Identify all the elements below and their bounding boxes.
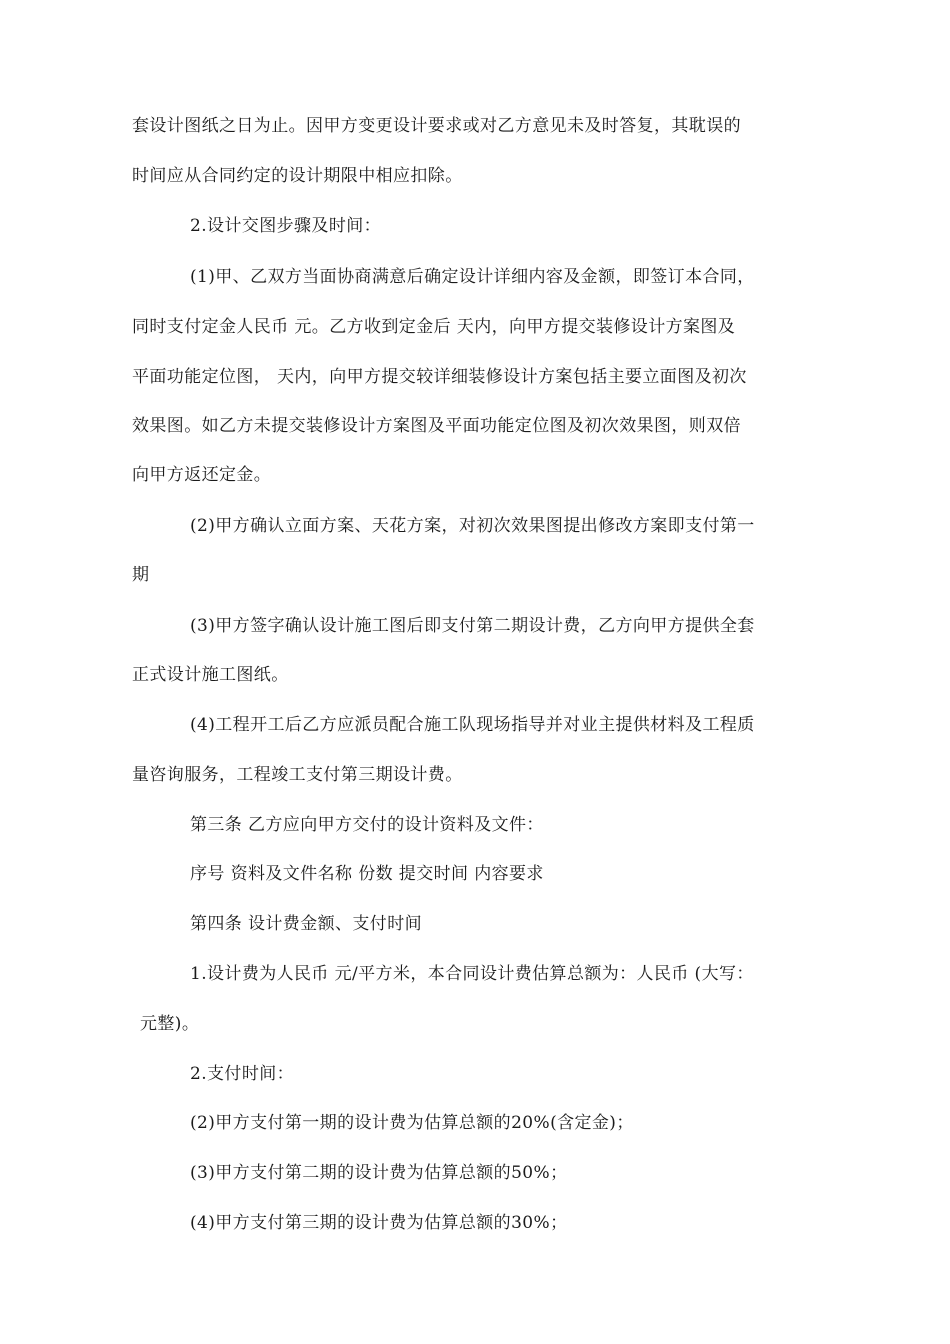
table-header-line: 序号 资料及文件名称 份数 提交时间 内容要求 [190,864,544,884]
text-line: 正式设计施工图纸。 [132,665,289,685]
text-line: 量咨询服务，工程竣工支付第三期设计费。 [132,765,463,785]
section-heading: 2.支付时间： [190,1064,295,1084]
section-heading: 2.设计交图步骤及时间： [190,216,382,236]
text-line: 同时支付定金人民币 元。乙方收到定金后 天内，向甲方提交装修设计方案图及 [132,317,736,337]
text-line: (3)甲方签字确认设计施工图后即支付第二期设计费，乙方向甲方提供全套 [190,616,755,636]
text-line: (1)甲、乙双方当面协商满意后确定设计详细内容及金额，即签订本合同， [190,267,755,287]
text-line: 1.设计费为人民币 元/平方米，本合同设计费估算总额为：人民币 (大写： [190,964,754,984]
text-line: (4)甲方支付第三期的设计费为估算总额的30%； [190,1213,568,1233]
text-line: (3)甲方支付第二期的设计费为估算总额的50%； [190,1163,568,1183]
text-line: 时间应从合同约定的设计期限中相应扣除。 [132,166,463,186]
text-line: 向甲方返还定金。 [132,465,272,485]
text-line: 平面功能定位图， 天内，向甲方提交较详细装修设计方案包括主要立面图及初次 [132,367,747,387]
article-heading: 第三条 乙方应向甲方交付的设计资料及文件： [190,815,544,835]
text-line: (4)工程开工后乙方应派员配合施工队现场指导并对业主提供材料及工程质 [190,715,755,735]
text-line: 元整)。 [140,1014,200,1034]
text-line: 效果图。如乙方未提交装修设计方案图及平面功能定位图及初次效果图，则双倍 [132,416,741,436]
text-line: (2)甲方确认立面方案、天花方案，对初次效果图提出修改方案即支付第一 [190,516,755,536]
article-heading: 第四条 设计费金额、支付时间 [190,914,423,934]
text-line: 套设计图纸之日为止。因甲方变更设计要求或对乙方意见未及时答复，其耽误的 [132,116,741,136]
text-line: 期 [132,565,150,585]
text-line: (2)甲方支付第一期的设计费为估算总额的20%(含定金)； [190,1113,634,1133]
